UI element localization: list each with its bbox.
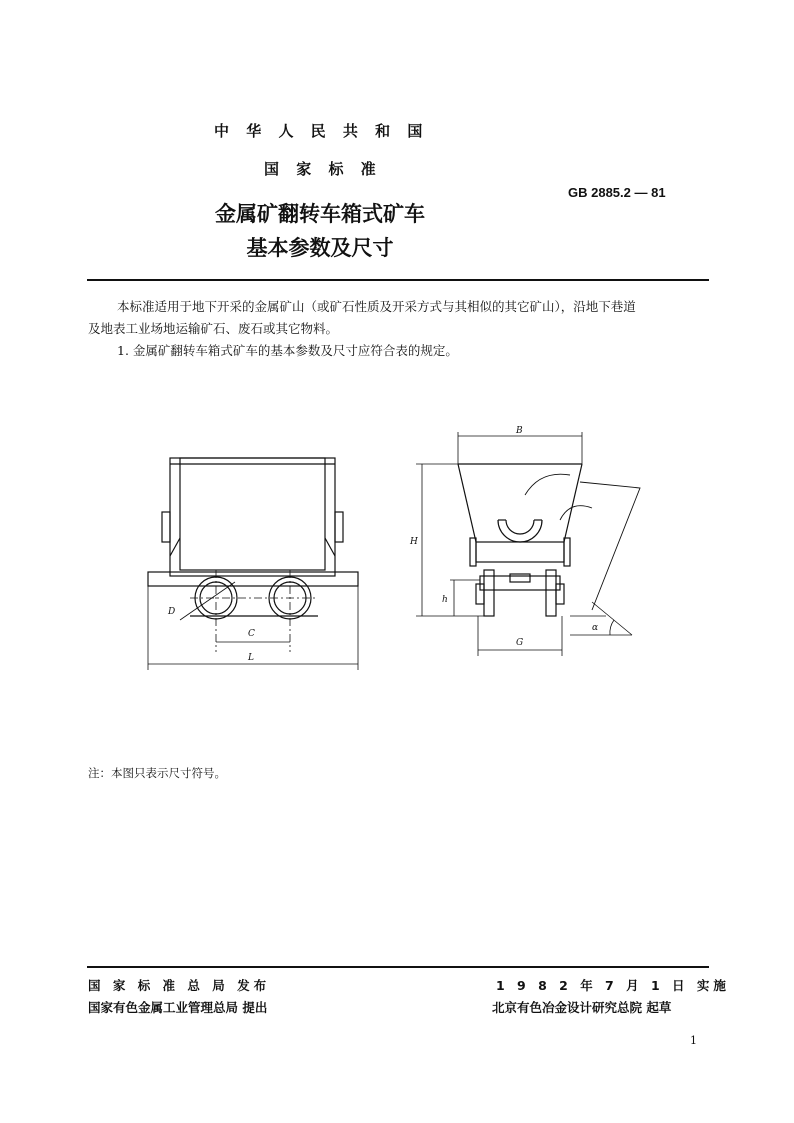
standard-type-heading: 国 家 标 准 xyxy=(264,160,382,178)
side-view xyxy=(409,426,640,656)
dim-label-alpha: α xyxy=(592,623,599,633)
drawing-note: 注：本图只表示尺寸符号。 xyxy=(88,766,226,780)
intro-paragraph-line2: 及地表工业场地运输矿石、废石或其它物料。 xyxy=(88,321,339,336)
dim-label-H: H xyxy=(410,537,418,547)
dim-label-L: L xyxy=(248,653,254,663)
document-title-line1: 金属矿翻转车箱式矿车 xyxy=(215,202,425,226)
standard-code: GB 2885.2 — 81 xyxy=(568,185,666,200)
clause-1: 1. 金属矿翻转车箱式矿车的基本参数及尺寸应符合表的规定。 xyxy=(117,343,458,358)
country-heading: 中 华 人 民 共 和 国 xyxy=(214,122,429,140)
mine-car-drawing xyxy=(140,420,660,680)
dim-label-B: B xyxy=(516,426,523,436)
effective-date: 1 9 8 2 年 7 月 1 日 实施 xyxy=(496,978,730,993)
issuer: 国 家 标 准 总 局 发布 xyxy=(88,978,271,993)
intro-paragraph-line1: 本标准适用于地下开采的金属矿山（或矿石性质及开采方式与其相似的其它矿山），沿地下巷道 xyxy=(117,299,636,314)
drafter: 北京有色冶金设计研究总院 起草 xyxy=(492,1000,672,1015)
document-title-line2: 基本参数及尺寸 xyxy=(246,236,394,260)
header-rule xyxy=(87,279,709,281)
dim-label-D: D xyxy=(168,607,176,617)
page-number: 1 xyxy=(690,1034,697,1047)
dim-label-h: h xyxy=(442,595,448,605)
dim-label-G: G xyxy=(516,638,524,648)
proposer: 国家有色金属工业管理总局 提出 xyxy=(88,1000,268,1015)
footer-rule xyxy=(87,966,709,968)
dim-label-C: C xyxy=(248,629,255,639)
front-view xyxy=(148,458,358,670)
